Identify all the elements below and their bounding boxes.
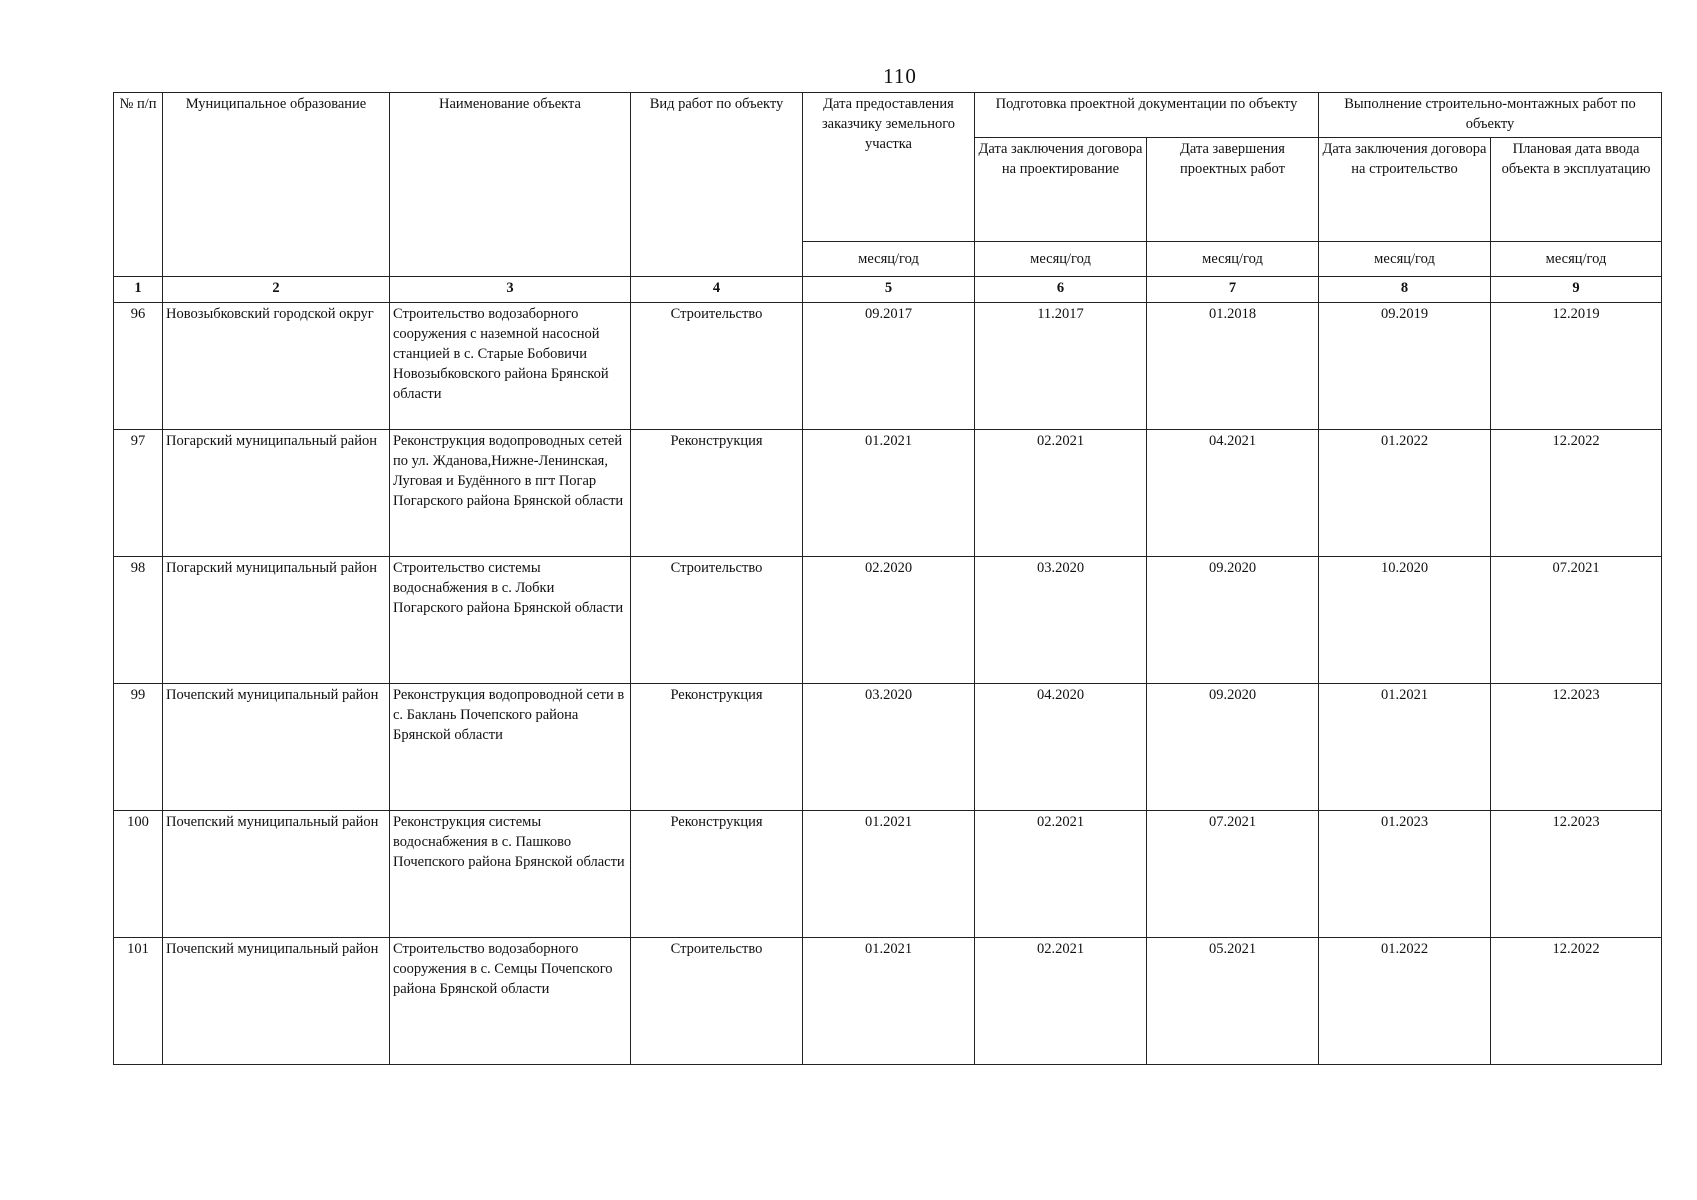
header-land-date: Дата предоставления заказчику земельного участка bbox=[803, 93, 975, 242]
build-contract-cell: 01.2023 bbox=[1319, 811, 1491, 938]
row-number: 98 bbox=[114, 557, 163, 684]
build-contract-cell: 01.2022 bbox=[1319, 938, 1491, 1065]
commission-cell: 12.2022 bbox=[1491, 430, 1662, 557]
build-contract-cell: 01.2021 bbox=[1319, 684, 1491, 811]
municipality-cell: Почепский муниципальный район bbox=[163, 684, 390, 811]
column-number: 3 bbox=[390, 277, 631, 303]
header-design-contract-date: Дата заключения договора на проектирование bbox=[975, 138, 1147, 242]
design-end-cell: 07.2021 bbox=[1147, 811, 1319, 938]
table-row bbox=[114, 811, 1662, 938]
row-number: 101 bbox=[114, 938, 163, 1065]
design-end-cell: 09.2020 bbox=[1147, 684, 1319, 811]
municipality-cell: Погарский муниципальный район bbox=[163, 557, 390, 684]
row-number: 99 bbox=[114, 684, 163, 811]
row-number: 96 bbox=[114, 303, 163, 430]
commission-cell: 12.2023 bbox=[1491, 684, 1662, 811]
municipality-cell: Новозыбковский городской округ bbox=[163, 303, 390, 430]
commission-cell: 07.2021 bbox=[1491, 557, 1662, 684]
design-end-cell: 05.2021 bbox=[1147, 938, 1319, 1065]
object-name-cell: Строительство водозаборного сооружения с наземной насосной станцией в с. Старые Бобовичи Новозыбковского района Брянской области bbox=[390, 303, 631, 430]
land-date-cell: 09.2017 bbox=[803, 303, 975, 430]
table-row bbox=[114, 557, 1662, 684]
municipality-cell: Погарский муниципальный район bbox=[163, 430, 390, 557]
object-name-cell: Реконструкция системы водоснабжения в с. Пашково Почепского района Брянской области bbox=[390, 811, 631, 938]
design-end-cell: 04.2021 bbox=[1147, 430, 1319, 557]
header-design-group: Подготовка проектной документации по объекту bbox=[975, 93, 1319, 138]
table-row bbox=[114, 938, 1662, 1065]
header-municipality: Муниципальное образование bbox=[163, 93, 390, 277]
object-name-cell: Строительство водозаборного сооружения в с. Семцы Почепского района Брянской области bbox=[390, 938, 631, 1065]
work-type-cell: Строительство bbox=[631, 303, 803, 430]
header-commission-date: Плановая дата ввода объекта в эксплуатацию bbox=[1491, 138, 1662, 242]
object-name-cell: Реконструкция водопроводных сетей по ул. Жданова,Нижне-Ленинская, Луговая и Будённого в пгт Погар Погарского района Брянской области bbox=[390, 430, 631, 557]
header-build-contract-date: Дата заключения договора на строительство bbox=[1319, 138, 1491, 242]
build-contract-cell: 09.2019 bbox=[1319, 303, 1491, 430]
commission-cell: 12.2022 bbox=[1491, 938, 1662, 1065]
unit-label: месяц/год bbox=[803, 242, 975, 277]
unit-label: месяц/год bbox=[1491, 242, 1662, 277]
commission-cell: 12.2023 bbox=[1491, 811, 1662, 938]
table-row bbox=[114, 684, 1662, 811]
municipality-cell: Почепский муниципальный район bbox=[163, 811, 390, 938]
land-date-cell: 02.2020 bbox=[803, 557, 975, 684]
land-date-cell: 01.2021 bbox=[803, 811, 975, 938]
table-row bbox=[114, 303, 1662, 430]
column-number: 8 bbox=[1319, 277, 1491, 303]
unit-label: месяц/год bbox=[975, 242, 1147, 277]
build-contract-cell: 10.2020 bbox=[1319, 557, 1491, 684]
design-contract-cell: 02.2021 bbox=[975, 430, 1147, 557]
work-type-cell: Реконструкция bbox=[631, 430, 803, 557]
header-work-type: Вид работ по объекту bbox=[631, 93, 803, 277]
table-row bbox=[114, 430, 1662, 557]
column-number: 1 bbox=[114, 277, 163, 303]
header-object-name: Наименование объекта bbox=[390, 93, 631, 277]
commission-cell: 12.2019 bbox=[1491, 303, 1662, 430]
header-number: № п/п bbox=[114, 93, 163, 277]
column-number: 9 bbox=[1491, 277, 1662, 303]
design-contract-cell: 04.2020 bbox=[975, 684, 1147, 811]
row-number: 100 bbox=[114, 811, 163, 938]
design-end-cell: 01.2018 bbox=[1147, 303, 1319, 430]
column-number: 6 bbox=[975, 277, 1147, 303]
unit-label: месяц/год bbox=[1147, 242, 1319, 277]
unit-label: месяц/год bbox=[1319, 242, 1491, 277]
design-contract-cell: 11.2017 bbox=[975, 303, 1147, 430]
work-type-cell: Реконструкция bbox=[631, 684, 803, 811]
design-end-cell: 09.2020 bbox=[1147, 557, 1319, 684]
land-date-cell: 01.2021 bbox=[803, 430, 975, 557]
column-number: 4 bbox=[631, 277, 803, 303]
column-number: 7 bbox=[1147, 277, 1319, 303]
header-construction-group: Выполнение строительно-монтажных работ по объекту bbox=[1319, 93, 1662, 138]
design-contract-cell: 02.2021 bbox=[975, 811, 1147, 938]
header-design-end-date: Дата завершения проектных работ bbox=[1147, 138, 1319, 242]
objects-table bbox=[113, 92, 1662, 1065]
work-type-cell: Строительство bbox=[631, 557, 803, 684]
column-number: 5 bbox=[803, 277, 975, 303]
column-number: 2 bbox=[163, 277, 390, 303]
row-number: 97 bbox=[114, 430, 163, 557]
design-contract-cell: 02.2021 bbox=[975, 938, 1147, 1065]
page-number: 110 bbox=[883, 64, 917, 88]
build-contract-cell: 01.2022 bbox=[1319, 430, 1491, 557]
land-date-cell: 01.2021 bbox=[803, 938, 975, 1065]
object-name-cell: Строительство системы водоснабжения в с. Лобки Погарского района Брянской области bbox=[390, 557, 631, 684]
work-type-cell: Строительство bbox=[631, 938, 803, 1065]
design-contract-cell: 03.2020 bbox=[975, 557, 1147, 684]
object-name-cell: Реконструкция водопроводной сети в с. Баклань Почепского района Брянской области bbox=[390, 684, 631, 811]
column-number-row bbox=[114, 277, 1662, 303]
municipality-cell: Почепский муниципальный район bbox=[163, 938, 390, 1065]
work-type-cell: Реконструкция bbox=[631, 811, 803, 938]
land-date-cell: 03.2020 bbox=[803, 684, 975, 811]
